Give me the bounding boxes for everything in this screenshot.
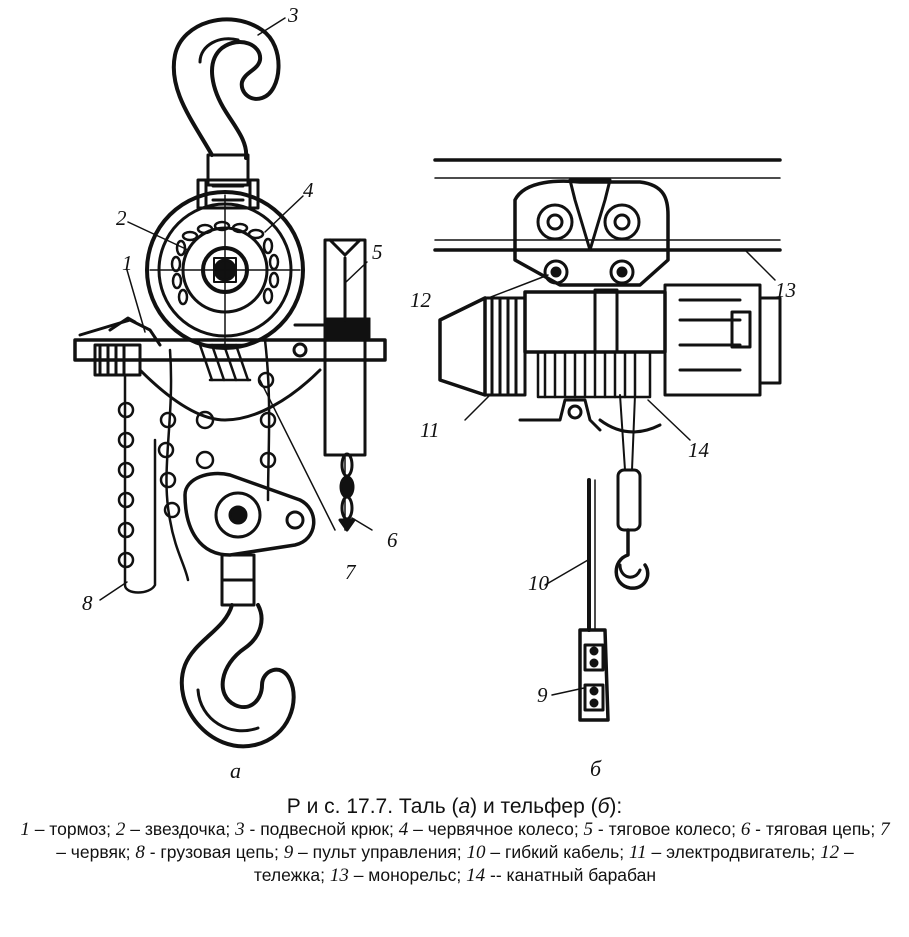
legend-item: 7 – червяк; (56, 819, 890, 862)
legend-item: 9 – пульт управления; (283, 842, 467, 863)
monorail (435, 160, 780, 280)
label-part-4: 4 (303, 178, 314, 202)
figure-caption-title (0, 795, 909, 819)
legend-item: 5 - тяговое колесо; (583, 819, 741, 840)
caption-title-b: б (597, 795, 610, 818)
trolley (470, 180, 668, 305)
chain-hoist-drawing (75, 19, 385, 746)
caption-title-a: а (458, 795, 471, 818)
legend-item: 3 - подвесной крюк; (235, 819, 399, 840)
flexible-cable (545, 480, 595, 630)
control-pendant (552, 630, 608, 720)
legend-item: 12 – тележка; (253, 842, 854, 885)
load-hook (182, 605, 294, 746)
worm-wheel (147, 192, 303, 348)
legend-item: 1 – тормоз; (20, 819, 116, 840)
label-part-13: 13 (775, 278, 796, 302)
label-part-2: 2 (116, 206, 127, 230)
label-part-10: 10 (528, 571, 549, 595)
label-part-7: 7 (345, 560, 356, 584)
legend-item: 8 - грузовая цепь; (135, 842, 284, 863)
label-part-1: 1 (122, 251, 133, 275)
legend-item: 11 – электродвигатель; (629, 842, 821, 863)
subfigure-label-b: б (590, 756, 602, 781)
legend-item: 14 -- канатный барабан (466, 865, 657, 886)
lower-block (185, 474, 314, 605)
electric-motor (440, 298, 525, 420)
suspension-hook (174, 19, 279, 208)
label-part-5: 5 (372, 240, 383, 264)
hoist-rope (616, 395, 647, 588)
legend-item: 6 - тяговая цепь; (740, 819, 881, 840)
legend-item: 13 – монорельс; (329, 865, 467, 886)
label-part-12: 12 (410, 288, 431, 312)
figure-caption-legend (20, 818, 890, 887)
label-part-8: 8 (82, 591, 93, 615)
legend-item: 4 – червячное колесо; (398, 819, 584, 840)
caption-title-mid: ) и тельфер ( (470, 795, 598, 818)
caption-title-prefix: Р и с. 17.7. Таль ( (286, 795, 459, 818)
legend-item: 10 – гибкий кабель; (466, 842, 630, 863)
label-part-11: 11 (420, 418, 440, 442)
legend-item: 2 – звездочка; (115, 819, 236, 840)
caption-title-suffix: ): (609, 795, 623, 818)
label-part-14: 14 (688, 438, 709, 462)
label-part-3: 3 (288, 3, 299, 27)
label-part-9: 9 (537, 683, 548, 707)
electric-hoist-drawing (435, 160, 780, 720)
subfigure-label-a: а (230, 758, 241, 783)
traction-wheel (325, 240, 370, 455)
label-part-6: 6 (387, 528, 398, 552)
